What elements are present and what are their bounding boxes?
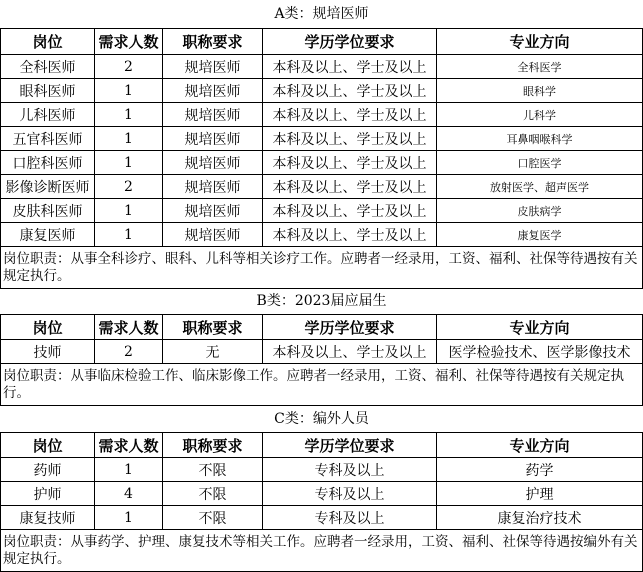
count-cell: 1 <box>95 458 163 482</box>
section-b-table <box>0 314 643 406</box>
table-row <box>1 103 643 127</box>
table-row <box>1 340 643 364</box>
title-cell: 规培医师 <box>163 223 263 247</box>
section-a-table <box>0 28 643 289</box>
header-cell: 学历学位要求 <box>263 433 437 458</box>
duty-row <box>1 530 643 572</box>
duty-row <box>1 247 643 289</box>
table-row <box>1 55 643 79</box>
count-cell: 1 <box>95 223 163 247</box>
header-cell: 需求人数 <box>95 433 163 458</box>
count-cell: 2 <box>95 55 163 79</box>
major-cell: 全科医学 <box>437 55 643 79</box>
position-cell: 康复技师 <box>1 506 95 530</box>
table-row <box>1 127 643 151</box>
header-cell: 岗位 <box>1 433 95 458</box>
title-cell: 不限 <box>163 506 263 530</box>
position-cell: 儿科医师 <box>1 103 95 127</box>
education-cell: 本科及以上、学士及以上 <box>263 79 437 103</box>
title-cell: 规培医师 <box>163 79 263 103</box>
education-cell: 本科及以上、学士及以上 <box>263 151 437 175</box>
title-cell: 不限 <box>163 458 263 482</box>
title-cell: 无 <box>163 340 263 364</box>
major-cell: 口腔医学 <box>437 151 643 175</box>
header-cell: 职称要求 <box>163 315 263 340</box>
education-cell: 本科及以上、学士及以上 <box>263 103 437 127</box>
education-cell: 本科及以上、学士及以上 <box>263 55 437 79</box>
education-cell: 专科及以上 <box>263 482 437 506</box>
education-cell: 本科及以上、学士及以上 <box>263 199 437 223</box>
table-row <box>1 223 643 247</box>
major-cell: 耳鼻咽喉科学 <box>437 127 643 151</box>
position-cell: 全科医师 <box>1 55 95 79</box>
header-cell: 需求人数 <box>95 29 163 55</box>
table-row <box>1 79 643 103</box>
count-cell: 4 <box>95 482 163 506</box>
major-cell: 放射医学、超声医学 <box>437 175 643 199</box>
count-cell: 1 <box>95 199 163 223</box>
major-cell: 药学 <box>437 458 643 482</box>
position-cell: 影像诊断医师 <box>1 175 95 199</box>
table-row <box>1 482 643 506</box>
table-header-row <box>1 29 643 55</box>
count-cell: 1 <box>95 151 163 175</box>
major-cell: 康复医学 <box>437 223 643 247</box>
education-cell: 本科及以上、学士及以上 <box>263 340 437 364</box>
header-cell: 岗位 <box>1 315 95 340</box>
count-cell: 1 <box>95 79 163 103</box>
position-cell: 眼科医师 <box>1 79 95 103</box>
header-cell: 学历学位要求 <box>263 315 437 340</box>
table-header-row <box>1 433 643 458</box>
table-row <box>1 151 643 175</box>
position-cell: 皮肤科医师 <box>1 199 95 223</box>
education-cell: 专科及以上 <box>263 458 437 482</box>
table-row <box>1 506 643 530</box>
header-cell: 岗位 <box>1 29 95 55</box>
header-cell: 专业方向 <box>437 29 643 55</box>
duty-text: 岗位职责：从事药学、护理、康复技术等相关工作。应聘者一经录用，工资、福利、社保等待遇按编外有关规定执行。 <box>1 530 643 572</box>
education-cell: 本科及以上、学士及以上 <box>263 127 437 151</box>
title-cell: 规培医师 <box>163 127 263 151</box>
major-cell: 护理 <box>437 482 643 506</box>
count-cell: 1 <box>95 506 163 530</box>
position-cell: 康复医师 <box>1 223 95 247</box>
table-row <box>1 175 643 199</box>
header-cell: 专业方向 <box>437 433 643 458</box>
count-cell: 2 <box>95 175 163 199</box>
header-cell: 学历学位要求 <box>263 29 437 55</box>
duty-text: 岗位职责：从事临床检验工作、临床影像工作。应聘者一经录用，工资、福利、社保等待遇按有关规定执行。 <box>1 364 643 406</box>
table-header-row <box>1 315 643 340</box>
title-cell: 规培医师 <box>163 199 263 223</box>
duty-text: 岗位职责：从事全科诊疗、眼科、儿科等相关诊疗工作。应聘者一经录用，工资、福利、社保等待遇按有关规定执行。 <box>1 247 643 289</box>
section-c-title: C类：编外人员 <box>274 411 369 427</box>
position-cell: 护师 <box>1 482 95 506</box>
major-cell: 眼科学 <box>437 79 643 103</box>
major-cell: 皮肤病学 <box>437 199 643 223</box>
section-b-title: B类：2023届应届生 <box>256 293 387 309</box>
education-cell: 本科及以上、学士及以上 <box>263 175 437 199</box>
count-cell: 1 <box>95 127 163 151</box>
title-cell: 规培医师 <box>163 175 263 199</box>
title-cell: 规培医师 <box>163 55 263 79</box>
table-row <box>1 458 643 482</box>
header-cell: 职称要求 <box>163 29 263 55</box>
header-cell: 需求人数 <box>95 315 163 340</box>
section-c-table <box>0 432 643 572</box>
title-cell: 规培医师 <box>163 151 263 175</box>
education-cell: 专科及以上 <box>263 506 437 530</box>
count-cell: 2 <box>95 340 163 364</box>
position-cell: 五官科医师 <box>1 127 95 151</box>
education-cell: 本科及以上、学士及以上 <box>263 223 437 247</box>
major-cell: 康复治疗技术 <box>437 506 643 530</box>
title-cell: 不限 <box>163 482 263 506</box>
count-cell: 1 <box>95 103 163 127</box>
position-cell: 技师 <box>1 340 95 364</box>
position-cell: 药师 <box>1 458 95 482</box>
major-cell: 儿科学 <box>437 103 643 127</box>
major-cell: 医学检验技术、医学影像技术 <box>437 340 643 364</box>
header-cell: 专业方向 <box>437 315 643 340</box>
table-row <box>1 199 643 223</box>
title-cell: 规培医师 <box>163 103 263 127</box>
section-a-title: A类：规培医师 <box>274 6 369 22</box>
position-cell: 口腔科医师 <box>1 151 95 175</box>
duty-row <box>1 364 643 406</box>
header-cell: 职称要求 <box>163 433 263 458</box>
